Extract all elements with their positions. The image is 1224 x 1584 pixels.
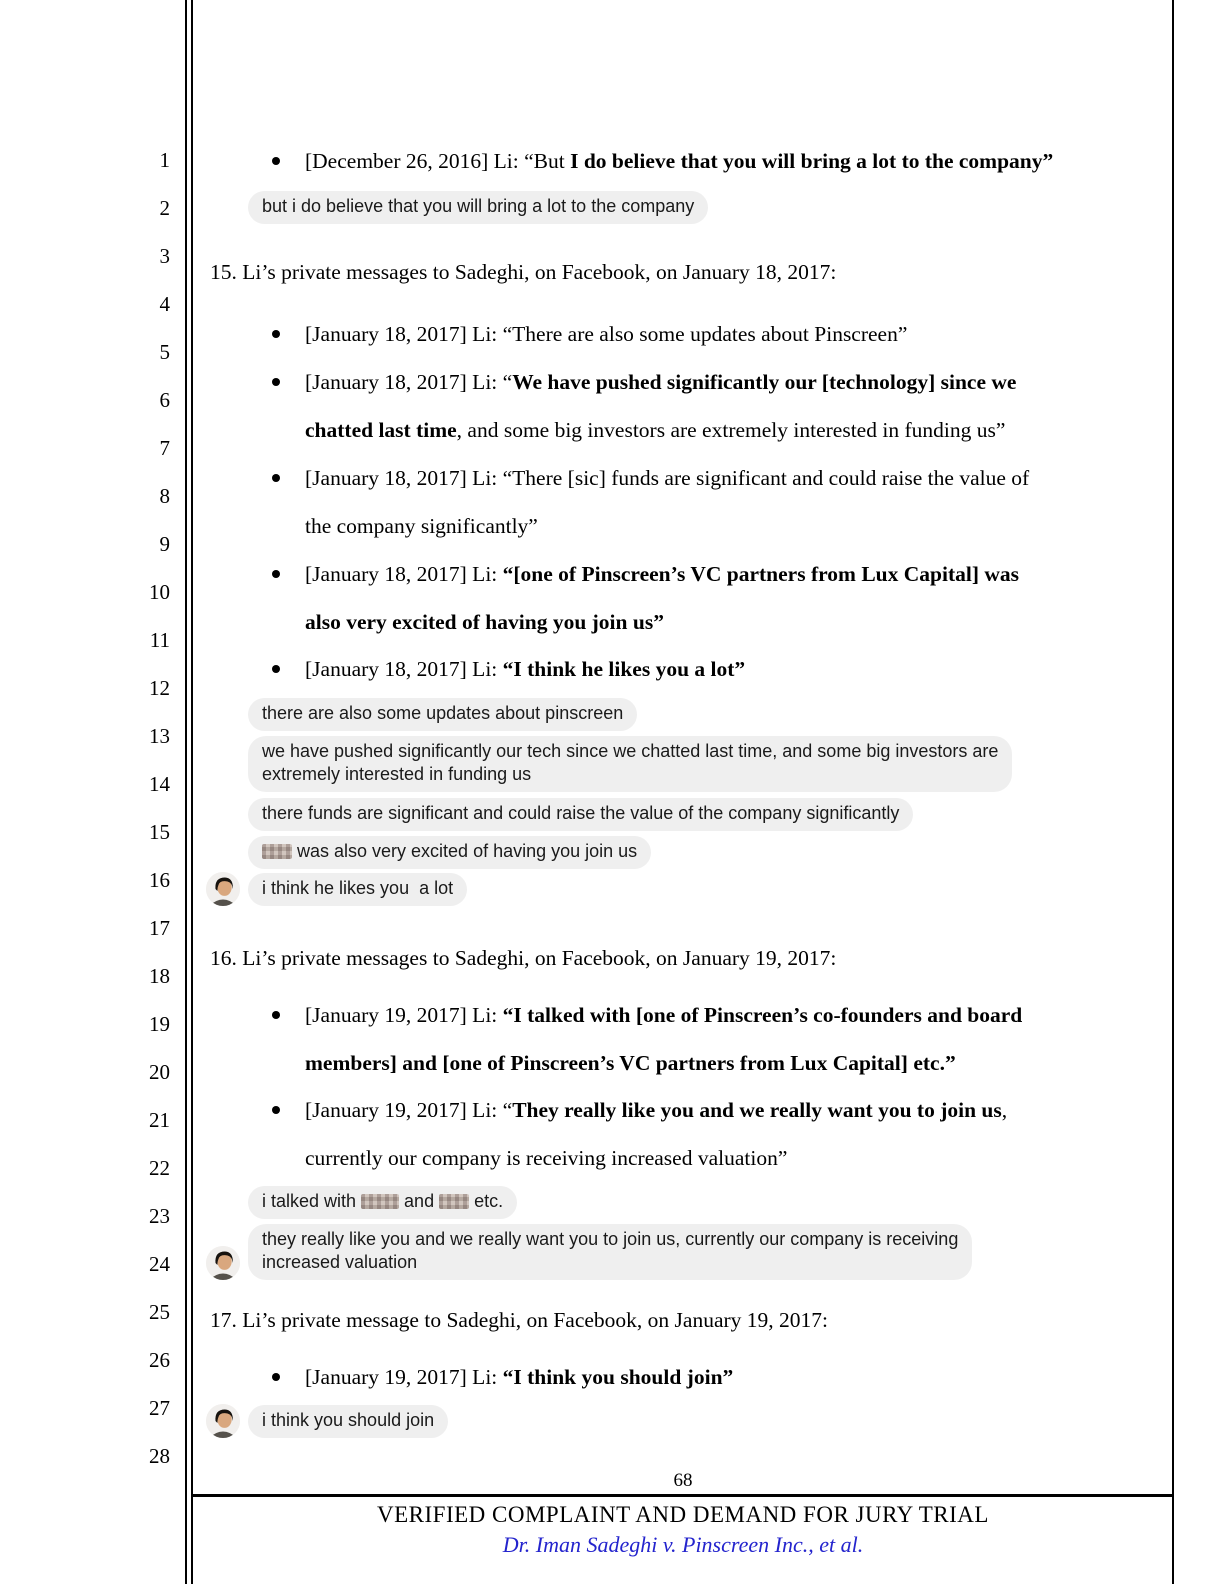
quoted-message-bullet (272, 137, 1132, 185)
page-number: 68 (673, 1470, 693, 1491)
document-text-line (305, 550, 1132, 598)
line-number: 6 (159, 388, 170, 412)
bullet-text (305, 550, 1132, 646)
bullet-text (305, 991, 1132, 1087)
section-heading: 16. Li’s private messages to Sadeghi, on Facebook, on January 19, 2017: (210, 946, 837, 970)
document-text-line (305, 1086, 1132, 1134)
avatar-gutter (206, 867, 240, 869)
text-run: increased valuation (262, 1252, 418, 1272)
person-portrait-icon (206, 1404, 240, 1438)
text-run: , (1001, 1098, 1008, 1122)
bullet-text (305, 645, 1132, 693)
document-text-line (305, 645, 1132, 693)
bullet-icon (272, 665, 280, 673)
text-run: there are also some updates about pinscreen (262, 703, 624, 723)
text-run: but i do believe that you will bring a lot to the company (262, 196, 695, 216)
chat-bubble (248, 798, 913, 831)
line-number: 1 (159, 148, 170, 172)
line-number: 10 (149, 580, 170, 604)
line-number: 18 (149, 964, 170, 988)
bullet-icon (272, 330, 280, 338)
line-number: 22 (149, 1156, 170, 1180)
line-number: 2 (159, 196, 170, 220)
right-margin-rule (1172, 0, 1174, 1584)
text-run: they really like you and we really want you to join us, currently our company is receiving (262, 1229, 959, 1249)
bullet-text (305, 1086, 1132, 1182)
document-text-line (305, 358, 1132, 406)
line-number: 3 (159, 244, 170, 268)
chat-bubble (248, 698, 637, 731)
chat-bubble-text (262, 1251, 958, 1274)
chat-bubble-text (262, 1409, 434, 1432)
text-run: [January 18, 2017] Li: “There are also some updates about Pinscreen” (305, 322, 908, 346)
person-portrait-icon (206, 872, 240, 906)
footer-document-title: VERIFIED COMPLAINT AND DEMAND FOR JURY TRIAL (377, 1502, 989, 1527)
chat-message-row (206, 1224, 972, 1280)
text-run: , and some big investors are extremely interested in funding us” (456, 418, 1006, 442)
quoted-message-bullet (272, 310, 1132, 358)
line-number: 15 (149, 820, 170, 844)
line-number: 16 (149, 868, 170, 892)
quoted-bold-text: “I think you should join” (502, 1365, 734, 1389)
line-number: 13 (149, 724, 170, 748)
line-number: 4 (159, 292, 170, 316)
quoted-bold-text: “I talked with [one of Pinscreen’s co-founders and board (502, 1003, 1023, 1027)
text-run: [January 19, 2017] Li: (305, 1365, 503, 1389)
text-run: [January 19, 2017] Li: (305, 1003, 503, 1027)
chat-bubble-text (262, 740, 998, 763)
text-run: [January 19, 2017] Li: “ (305, 1098, 513, 1122)
quoted-bold-text: “[one of Pinscreen’s VC partners from Lux Capital] was (502, 562, 1020, 586)
bullet-icon (272, 570, 280, 578)
bullet-icon (272, 1106, 280, 1114)
text-run: the company significantly” (305, 514, 538, 538)
chat-bubble-text (262, 1228, 958, 1251)
document-text-line (305, 454, 1132, 502)
document-text-line (305, 1353, 1132, 1401)
line-number: 24 (149, 1252, 170, 1276)
chat-bubble (248, 1224, 972, 1280)
quoted-bold-text: They really like you and we really want you to join us (512, 1098, 1002, 1122)
section-heading: 17. Li’s private message to Sadeghi, on Facebook, on January 19, 2017: (210, 1308, 829, 1332)
chat-bubble-text (262, 702, 623, 725)
chat-bubble (248, 1186, 517, 1219)
avatar-gutter (206, 1217, 240, 1219)
bullet-icon (272, 1373, 280, 1381)
quoted-message-bullet (272, 1353, 1132, 1401)
chat-bubble-text (262, 1190, 503, 1213)
quoted-message-bullet (272, 550, 1132, 646)
text-run: and (399, 1191, 440, 1211)
chat-bubble-text (262, 840, 637, 863)
chat-bubble (248, 736, 1012, 792)
quoted-bold-text: We have pushed significantly our [technology] since we (512, 370, 1017, 394)
line-number: 28 (149, 1444, 170, 1468)
text-run: [January 18, 2017] Li: “ (305, 370, 513, 394)
line-number: 8 (159, 484, 170, 508)
quoted-message-bullet (272, 991, 1132, 1087)
text-run: [January 18, 2017] Li: (305, 657, 503, 681)
footer-divider-rule (193, 1494, 1173, 1497)
bullet-text (305, 1353, 1132, 1401)
document-text-line (305, 137, 1132, 185)
redacted-name (439, 1194, 469, 1209)
footer-case-name: Dr. Iman Sadeghi v. Pinscreen Inc., et al. (502, 1532, 864, 1557)
line-number: 5 (159, 340, 170, 364)
text-run: we have pushed significantly our tech since we chatted last time, and some big investors are (262, 741, 999, 761)
text-run: [January 18, 2017] Li: “There [sic] funds are significant and could raise the value of (305, 466, 1030, 490)
text-run: currently our company is receiving increased valuation” (305, 1146, 788, 1170)
sender-avatar-photo (206, 872, 240, 906)
redacted-name (262, 844, 292, 859)
chat-message-row (206, 1186, 517, 1219)
document-text-line (305, 1134, 1132, 1182)
chat-bubble (248, 873, 467, 906)
text-run: i think you should join (262, 1410, 435, 1430)
bullet-icon (272, 474, 280, 482)
sender-avatar-photo (206, 1404, 240, 1438)
bullet-icon (272, 157, 280, 165)
quoted-message-bullet (272, 645, 1132, 693)
left-margin-rule-outer (185, 0, 187, 1584)
chat-bubble-text (262, 763, 998, 786)
line-number: 20 (149, 1060, 170, 1084)
text-run: i think he likes you a lot (262, 878, 454, 898)
text-run: [December 26, 2016] Li: “But (305, 149, 571, 173)
chat-message-row (206, 836, 651, 869)
line-number: 27 (149, 1396, 170, 1420)
line-number: 21 (149, 1108, 170, 1132)
line-number: 14 (149, 772, 170, 796)
bullet-icon (272, 378, 280, 386)
chat-message-row (206, 698, 637, 731)
document-text-line (305, 502, 1132, 550)
bullet-text (305, 358, 1132, 454)
chat-bubble (248, 191, 708, 224)
document-text-line (305, 406, 1132, 454)
bullet-text (305, 454, 1132, 550)
chat-bubble-text (262, 877, 453, 900)
chat-bubble (248, 1405, 448, 1438)
line-number: 9 (159, 532, 170, 556)
left-margin-rule-inner (191, 0, 193, 1584)
text-run: [January 18, 2017] Li: (305, 562, 503, 586)
person-portrait-icon (206, 1246, 240, 1280)
quoted-message-bullet (272, 1086, 1132, 1182)
avatar-gutter (206, 222, 240, 224)
chat-bubble-text (262, 195, 694, 218)
avatar-gutter (206, 829, 240, 831)
chat-message-row (206, 872, 467, 906)
chat-message-row (206, 736, 1012, 792)
quoted-bold-text: “I think he likes you a lot” (502, 657, 746, 681)
chat-message-row (206, 191, 708, 224)
quoted-message-bullet (272, 358, 1132, 454)
bullet-text (305, 310, 1132, 358)
document-text-line (305, 310, 1132, 358)
quoted-bold-text: also very excited of having you join us” (305, 610, 664, 634)
avatar-gutter (206, 729, 240, 731)
text-run: extremely interested in funding us (262, 764, 532, 784)
bullet-text (305, 137, 1132, 185)
line-number: 7 (159, 436, 170, 460)
line-number: 26 (149, 1348, 170, 1372)
section-heading: 15. Li’s private messages to Sadeghi, on Facebook, on January 18, 2017: (210, 260, 837, 284)
sender-avatar-photo (206, 1246, 240, 1280)
document-text-line (305, 1039, 1132, 1087)
chat-message-row (206, 1404, 448, 1438)
avatar-gutter (206, 790, 240, 792)
line-number: 17 (149, 916, 170, 940)
text-run: i talked with (262, 1191, 362, 1211)
line-number: 19 (149, 1012, 170, 1036)
text-run: there funds are significant and could raise the value of the company significantly (262, 803, 900, 823)
quoted-bold-text: chatted last time (305, 418, 457, 442)
bullet-icon (272, 1011, 280, 1019)
line-number: 11 (149, 628, 170, 652)
line-number: 12 (149, 676, 170, 700)
chat-bubble-text (262, 802, 899, 825)
document-text-line (305, 598, 1132, 646)
quoted-bold-text: members] and [one of Pinscreen’s VC partners from Lux Capital] etc.” (305, 1051, 956, 1075)
line-number: 23 (149, 1204, 170, 1228)
quoted-message-bullet (272, 454, 1132, 550)
quoted-bold-text: I do believe that you will bring a lot to the company” (570, 149, 1054, 173)
redacted-name (361, 1194, 399, 1209)
chat-message-row (206, 798, 913, 831)
line-number: 25 (149, 1300, 170, 1324)
text-run: was also very excited of having you join us (292, 841, 638, 861)
text-run: etc. (469, 1191, 504, 1211)
chat-bubble (248, 836, 651, 869)
document-text-line (305, 991, 1132, 1039)
